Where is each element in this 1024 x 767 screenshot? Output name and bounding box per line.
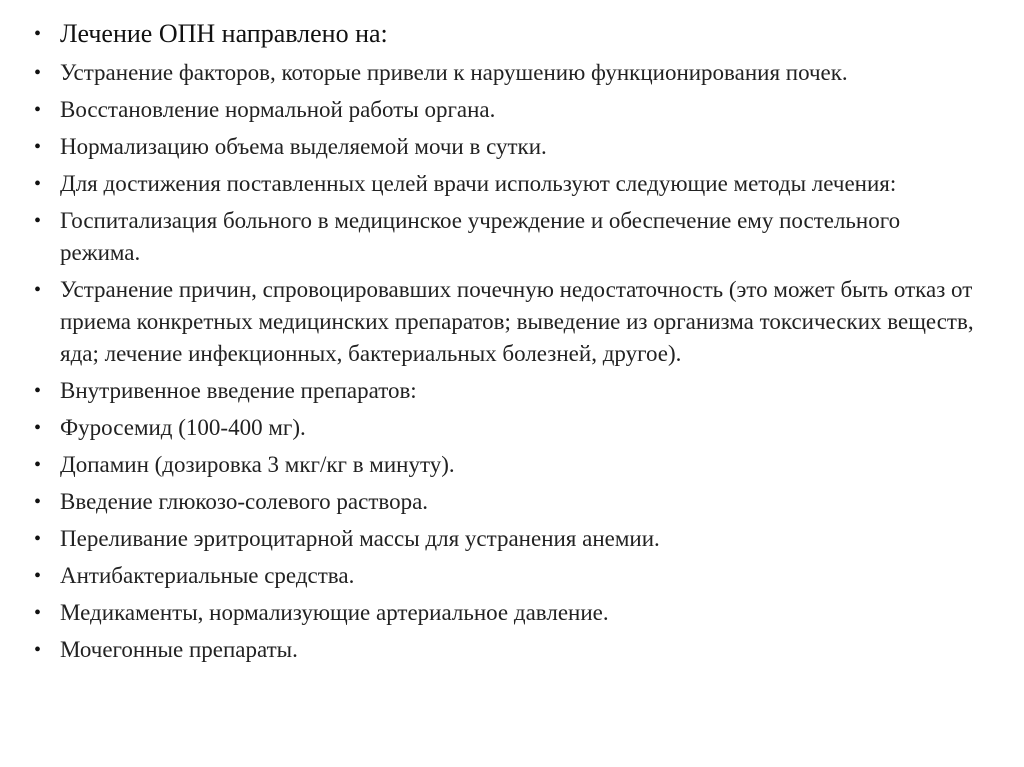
bullet-item (34, 375, 984, 407)
bullet-dot-icon: • (34, 380, 42, 402)
bullet-item (34, 560, 984, 592)
bullet-dot-icon: • (34, 565, 42, 587)
bullet-text: Медикаменты, нормализующие артериальное давление. (60, 600, 609, 625)
bullet-item (34, 205, 984, 269)
bullet-dot-icon: • (34, 602, 42, 624)
bullet-text: Нормализацию объема выделяемой мочи в сутки. (60, 134, 547, 159)
bullet-dot-icon: • (34, 23, 42, 45)
bullet-text: Антибактериальные средства. (60, 563, 355, 588)
bullet-item (34, 57, 984, 89)
bullet-text: Допамин (дозировка 3 мкг/кг в минуту). (60, 452, 455, 477)
bullet-dot-icon: • (34, 173, 42, 195)
bullet-text: Для достижения поставленных целей врачи используют следующие методы лечения: (60, 171, 897, 196)
bullet-item (34, 412, 984, 444)
bullet-text: Внутривенное введение препаратов: (60, 378, 417, 403)
bullet-dot-icon: • (34, 417, 42, 439)
bullet-dot-icon: • (34, 210, 42, 232)
bullet-item (34, 486, 984, 518)
bullet-text: Лечение ОПН направлено на: (60, 19, 388, 48)
bullet-text: Устранение причин, спровоцировавших почечную недостаточность (это может быть отказ от приема конкретных медицинских препаратов; выведение из организма токсических веществ, яда; лечение инфекционных, бактериальных болезней, другое). (60, 277, 974, 366)
bullet-text: Восстановление нормальной работы органа. (60, 97, 496, 122)
bullet-item (34, 449, 984, 481)
bullet-dot-icon: • (34, 99, 42, 121)
bullet-item (34, 131, 984, 163)
bullet-item (34, 274, 984, 370)
bullet-text: Госпитализация больного в медицинское учреждение и обеспечение ему постельного режима. (60, 208, 901, 265)
bullet-dot-icon: • (34, 639, 42, 661)
bullet-dot-icon: • (34, 528, 42, 550)
bullet-text: Фуросемид (100-400 мг). (60, 415, 306, 440)
bullet-item (34, 168, 984, 200)
bullet-text: Переливание эритроцитарной массы для устранения анемии. (60, 526, 660, 551)
bullet-dot-icon: • (34, 62, 42, 84)
bullet-text: Устранение факторов, которые привели к нарушению функционирования почек. (60, 60, 848, 85)
bullet-item-heading (34, 16, 984, 52)
bullet-item (34, 634, 984, 666)
bullet-text: Введение глюкозо-солевого раствора. (60, 489, 429, 514)
bullet-text: Мочегонные препараты. (60, 637, 298, 662)
bullet-list (34, 16, 984, 671)
bullet-item (34, 523, 984, 555)
bullet-dot-icon: • (34, 279, 42, 301)
bullet-dot-icon: • (34, 491, 42, 513)
bullet-dot-icon: • (34, 136, 42, 158)
bullet-dot-icon: • (34, 454, 42, 476)
bullet-item (34, 94, 984, 126)
bullet-item (34, 597, 984, 629)
